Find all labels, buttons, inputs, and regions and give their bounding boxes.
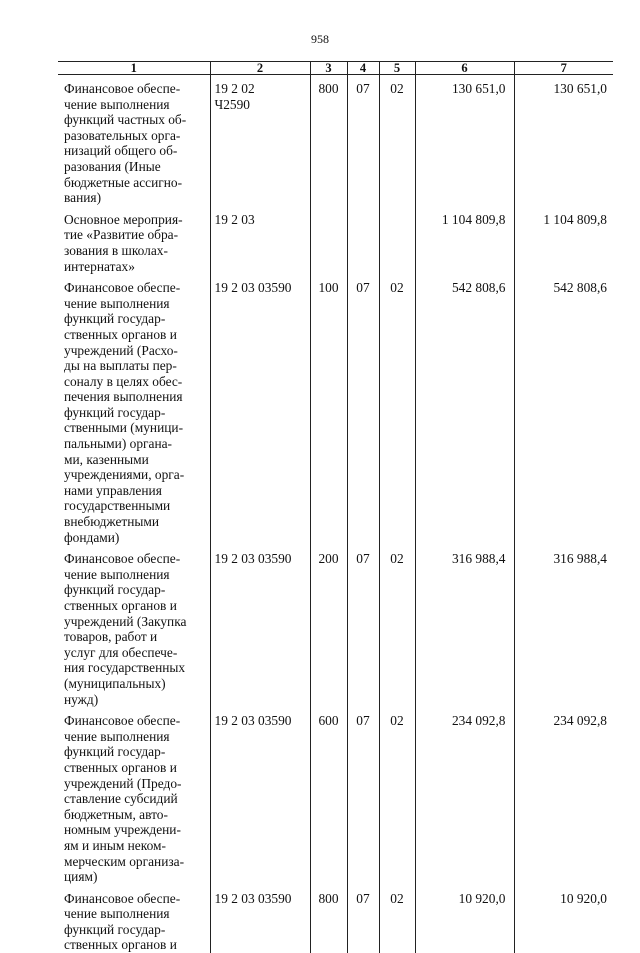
row-description: Основное мероприя- тие «Развитие обра- зования в школах- интернатах»: [64, 211, 183, 274]
row-code-cell: 19 2 03 03590: [210, 707, 310, 885]
row-col5-cell: 02: [379, 885, 415, 953]
row-col3-cell: 800: [310, 885, 347, 953]
row-col5-cell: 02: [379, 75, 415, 206]
row-col7-cell: 10 920,0: [514, 885, 613, 953]
budget-table: [58, 61, 613, 953]
row-code-cell: 19 2 03: [210, 206, 310, 274]
table-row: [58, 885, 613, 953]
column-header-2: 2: [210, 62, 310, 75]
table-row: [58, 75, 613, 206]
row-col4-cell: 07: [347, 885, 379, 953]
row-description: Финансовое обеспе- чение выполнения функций государ- ственных органов и учреждений (Предо- ставление субсидий бюджетным, авто- номным учреждени- ям и иным неком- мерческим организа- циям): [64, 713, 185, 885]
column-header-1: 1: [58, 62, 210, 75]
row-col6-cell: 130 651,0: [415, 75, 514, 206]
row-name-cell: [58, 545, 210, 707]
row-code-cell: 19 2 02 Ч2590: [210, 75, 310, 206]
row-col7-cell: 234 092,8: [514, 707, 613, 885]
row-description: Финансовое обеспе- чение выполнения функций государ- ственных органов и: [64, 890, 181, 953]
row-description: Финансовое обеспе- чение выполнения функций государ- ственных органов и учреждений (Расхо- ды на выплаты пер- соналу в целях обес- печения выполнения функций государ- ственными (муници- пальными) органа- ми, казенными учреждениями, орга- нами управления государственными внебюджетными фондами): [64, 280, 185, 545]
table-row: [58, 545, 613, 707]
column-header-5: 5: [379, 62, 415, 75]
row-name-cell: [58, 75, 210, 206]
row-name-cell: [58, 707, 210, 885]
row-col5-cell: [379, 206, 415, 274]
row-col3-cell: 100: [310, 274, 347, 545]
row-col7-cell: 316 988,4: [514, 545, 613, 707]
row-col4-cell: [347, 206, 379, 274]
row-name-cell: [58, 206, 210, 274]
row-col3-cell: 600: [310, 707, 347, 885]
row-col6-cell: 1 104 809,8: [415, 206, 514, 274]
row-col7-cell: 542 808,6: [514, 274, 613, 545]
table-row: [58, 707, 613, 885]
row-col5-cell: 02: [379, 545, 415, 707]
row-col4-cell: 07: [347, 707, 379, 885]
page-number: 958: [311, 32, 329, 46]
table-header-row: [58, 62, 613, 75]
row-col6-cell: 234 092,8: [415, 707, 514, 885]
row-col4-cell: 07: [347, 545, 379, 707]
row-code-cell: 19 2 03 03590: [210, 274, 310, 545]
table-row: [58, 274, 613, 545]
row-col4-cell: 07: [347, 274, 379, 545]
row-code-cell: 19 2 03 03590: [210, 545, 310, 707]
table-row: [58, 206, 613, 274]
row-col5-cell: 02: [379, 274, 415, 545]
row-col3-cell: 200: [310, 545, 347, 707]
row-name-cell: [58, 885, 210, 953]
row-col7-cell: 130 651,0: [514, 75, 613, 206]
row-description: Финансовое обеспе- чение выполнения функций государ- ственных органов и учреждений (Закупка товаров, работ и услуг для обеспече- ния государственных (муниципальных) нужд): [64, 551, 187, 707]
column-header-3: 3: [310, 62, 347, 75]
column-header-7: 7: [514, 62, 613, 75]
row-col3-cell: 800: [310, 75, 347, 206]
row-col4-cell: 07: [347, 75, 379, 206]
row-col6-cell: 10 920,0: [415, 885, 514, 953]
row-col3-cell: [310, 206, 347, 274]
row-name-cell: [58, 274, 210, 545]
row-code-cell: 19 2 03 03590: [210, 885, 310, 953]
row-col5-cell: 02: [379, 707, 415, 885]
column-header-4: 4: [347, 62, 379, 75]
column-header-6: 6: [415, 62, 514, 75]
row-description: Финансовое обеспе- чение выполнения функций частных об- разовательных орга- низаций общего об- разования (Иные бюджетные ассигно- вания): [64, 81, 187, 206]
row-col6-cell: 316 988,4: [415, 545, 514, 707]
row-col6-cell: 542 808,6: [415, 274, 514, 545]
row-col7-cell: 1 104 809,8: [514, 206, 613, 274]
